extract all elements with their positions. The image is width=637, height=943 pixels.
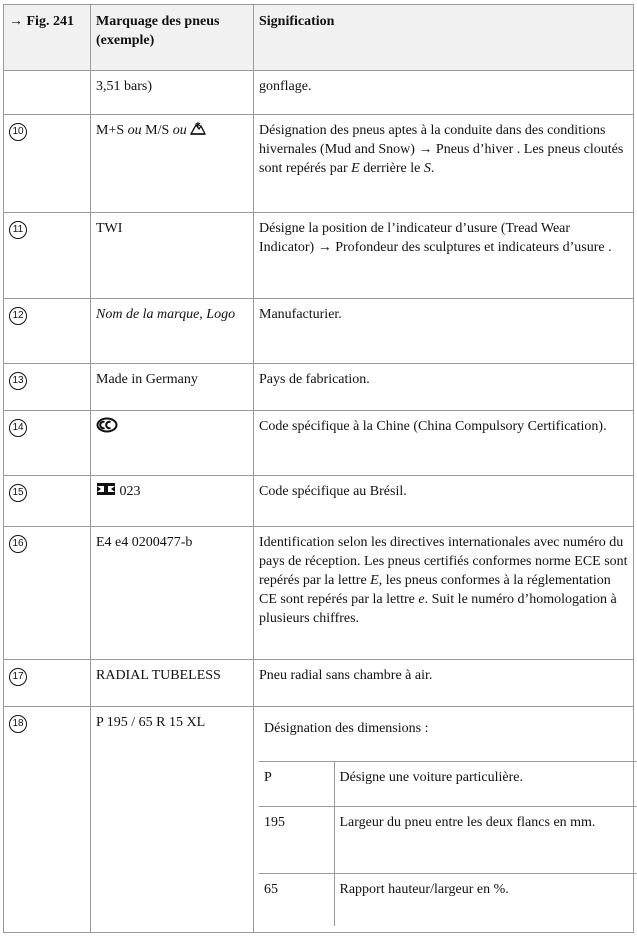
meaning-cell: Code spécifique au Brésil. [254, 476, 634, 527]
table-row [4, 476, 634, 527]
subtable-row [259, 874, 637, 927]
marking-cell: RADIAL TUBELESS [91, 660, 254, 707]
meaning-cell: gonflage. [254, 71, 634, 115]
subtable-text: Désigne une voiture particulière. [334, 762, 637, 807]
ccc-mark-icon [96, 417, 118, 439]
row-number-cell [4, 213, 91, 299]
table-row [4, 71, 634, 115]
table-row [4, 707, 634, 933]
row-number-cell [4, 115, 91, 213]
meaning-cell: Pneu radial sans chambre à air. [254, 660, 634, 707]
tire-marking-table [3, 4, 634, 933]
subtable-intro-row [259, 713, 637, 762]
row-number-cell [4, 299, 91, 364]
subtable-code: 195 [259, 807, 334, 874]
row-number-cell [4, 660, 91, 707]
circled-number: 14 [9, 419, 27, 437]
marking-or: ou [172, 123, 187, 139]
subtable-intro: Désignation des dimensions : [259, 713, 637, 762]
dimension-subtable [259, 713, 637, 926]
table-header-row [4, 5, 634, 71]
inmetro-mark-icon [96, 482, 116, 502]
row-number-cell [4, 707, 91, 933]
meaning-cell: Pays de fabrication. [254, 364, 634, 411]
marking-cell [91, 411, 254, 476]
circled-number: 16 [9, 535, 27, 553]
meaning-cell: Identification selon les directives internationales avec numéro du pays de réception. Les pneus certifiés conformes norme ECE sont repérés par la lettre E, les pneus conformes à la réglementation CE sont repérés par la lettre e. Suit le numéro d’homologation à plusieurs chiffres. [254, 527, 634, 660]
row-number-cell [4, 527, 91, 660]
circled-number: 18 [9, 715, 27, 733]
subtable-text: Rapport hauteur/largeur en %. [334, 874, 637, 927]
table-row [4, 299, 634, 364]
row-number-cell [4, 71, 91, 115]
table-row [4, 115, 634, 213]
table-row [4, 213, 634, 299]
marking-or: ou [127, 123, 142, 139]
subtable-row [259, 762, 637, 807]
meaning-cell: Désigne la position de l’indicateur d’usure (Tread Wear Indicator) → Profondeur des sculptures et indicateurs d’usure . [254, 213, 634, 299]
marking-cell: Made in Germany [91, 364, 254, 411]
subtable-row [259, 807, 637, 874]
table-row [4, 364, 634, 411]
circled-number: 17 [9, 668, 27, 686]
marking-cell: Nom de la marque, Logo [91, 299, 254, 364]
marking-cell [91, 476, 254, 527]
marking-cell: TWI [91, 213, 254, 299]
circled-number: 13 [9, 372, 27, 390]
header-meaning: Signification [254, 5, 634, 71]
row-number-cell [4, 364, 91, 411]
table-row [4, 411, 634, 476]
meaning-cell: Désignation des pneus aptes à la conduite dans des conditions hivernales (Mud and Snow) → Pneus d’hiver . Les pneus cloutés sont repérés par E derrière le S. [254, 115, 634, 213]
marking-cell: P 195 / 65 R 15 XL [91, 707, 254, 933]
subtable-code: 65 [259, 874, 334, 927]
marking-cell: 3,51 bars) [91, 71, 254, 115]
row-number-cell [4, 476, 91, 527]
snowflake-mountain-icon [190, 121, 206, 141]
marking-text: M+S [96, 123, 128, 139]
marking-cell [91, 115, 254, 213]
table-row [4, 527, 634, 660]
circled-number: 15 [9, 484, 27, 502]
subtable-text: Largeur du pneu entre les deux flancs en mm. [334, 807, 637, 874]
subtable-code: P [259, 762, 334, 807]
circled-number: 11 [9, 221, 27, 239]
meaning-cell: Code spécifique à la Chine (China Compulsory Certification). [254, 411, 634, 476]
circled-number: 12 [9, 307, 27, 325]
marking-cell: E4 e4 0200477-b [91, 527, 254, 660]
circled-number: 10 [9, 123, 27, 141]
header-figure-ref: → Fig. 241 [4, 5, 91, 71]
table-row [4, 660, 634, 707]
header-marking: Marquage des pneus (exemple) [91, 5, 254, 71]
marking-text: 023 [119, 484, 141, 500]
row-number-cell [4, 411, 91, 476]
marking-text: M/S [141, 123, 173, 139]
meaning-cell: Manufacturier. [254, 299, 634, 364]
meaning-cell [254, 707, 634, 933]
